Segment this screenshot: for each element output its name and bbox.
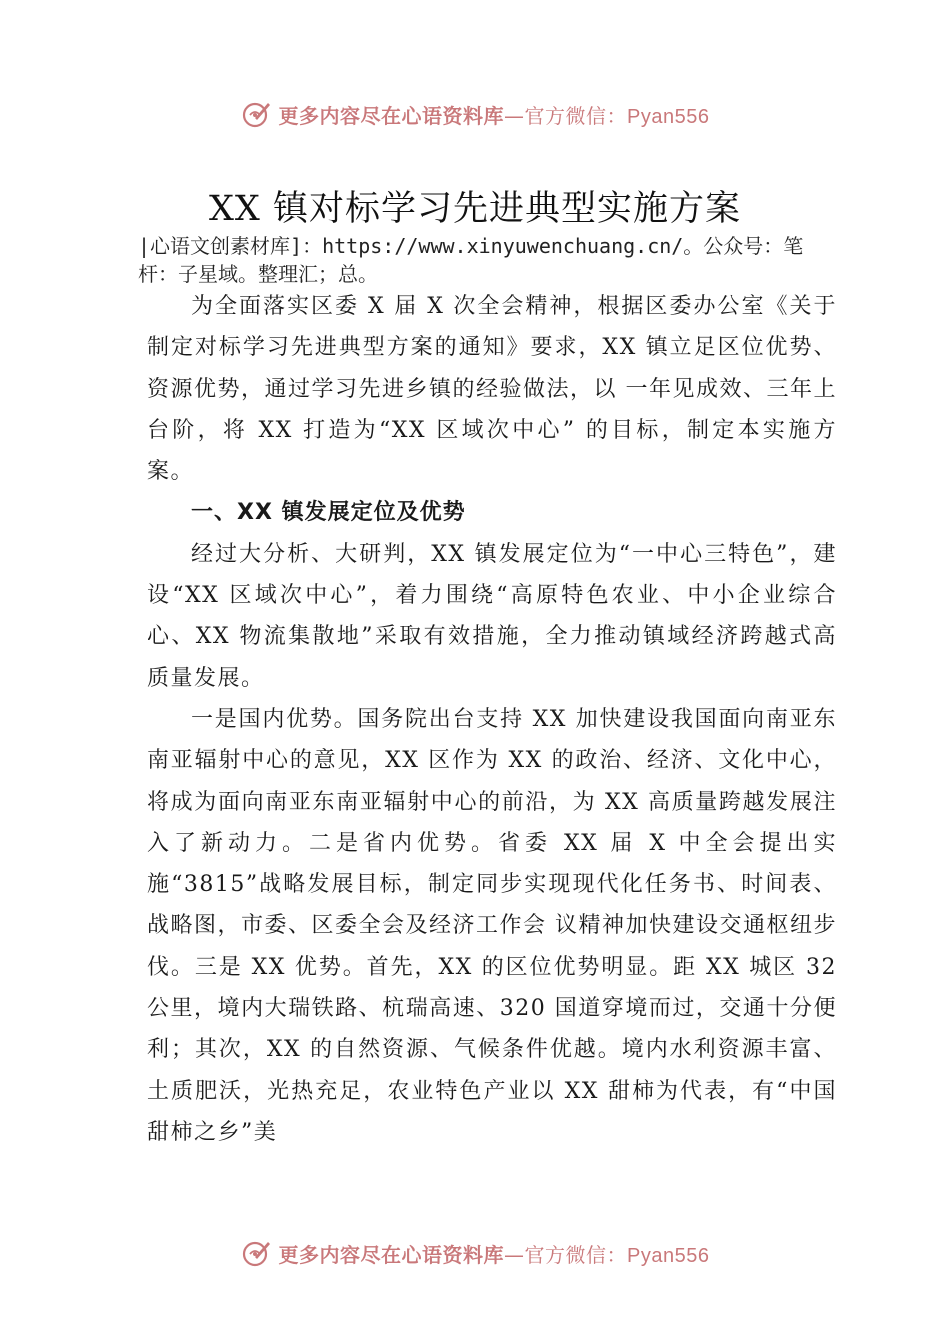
banner-text — [279, 1239, 710, 1268]
document-title: XX 镇对标学习先进典型实施方案 — [209, 189, 741, 229]
header-banner — [0, 94, 950, 134]
banner-wechat-label: 官方微信： — [524, 1242, 628, 1267]
body-paragraph: 经过大分析、大研判，XX 镇发展定位为“一中心三特色”，建设“XX 区域次中心”，着力围绕“高原特色农业、中小企业综合心、XX 物流集散地”采取有效措施，全力推动镇域经济跨越式高质量发展。 — [147, 541, 837, 691]
pen-logo-icon — [241, 1237, 273, 1269]
banner-wechat-id: Pyan556 — [627, 1244, 710, 1267]
banner-library-text: 更多内容尽在心语资料库 — [278, 103, 505, 128]
banner-wechat-label: 官方微信： — [524, 103, 628, 128]
section-heading: 一、XX 镇发展定位及优势 — [191, 500, 466, 526]
pen-logo-icon — [241, 98, 273, 130]
banner-library-text: 更多内容尽在心语资料库 — [278, 1242, 505, 1267]
banner-separator: — — [504, 103, 525, 128]
banner-text — [279, 100, 710, 129]
body-paragraph: 一是国内优势。国务院出台支持 XX 加快建设我国面向南亚东南亚辐射中心的意见，XX 区作为 XX 的政治、经济、文化中心，将成为面向南亚东南亚辐射中心的前沿，为 XX 高质量跨越发展注入了新动力。二是省内优势。省委 XX 届 X 中全会提出实施“3815”战略发展目标，制定同步实现现代化任务书、时间表、战略图，市委、区委全会及经济工作会 议精神加快建设交通枢纽步伐。三是 XX 优势。首先，XX 的区位优势明显。距 XX 城区 32 公里，境内大瑞铁路、杭瑞高速、320 国道穿境而过，交通十分便利；其次，XX 的自然资源、气候条件优越。境内水利资源丰富、土质肥沃，光热充足，农业特色产业以 XX 甜柿为代表，有“中国甜柿之乡”美 — [147, 706, 837, 1145]
source-line: |心语文创素材库]：https://www.xinyuwenchuang.cn/。公众号：笔杆：子星域。整理汇；总。 — [138, 234, 804, 286]
footer-banner — [0, 1233, 950, 1273]
intro-paragraph: 为全面落实区委 X 届 X 次全会精神，根据区委办公室《关于制定对标学习先进典型方案的通知》要求，XX 镇立足区位优势、资源优势，通过学习先进乡镇的经验做法，以 一年见成效、三年上台阶，将 XX 打造为“XX 区域次中心” 的目标，制定本实施方案。 — [147, 294, 837, 485]
document-body — [147, 286, 837, 1153]
banner-separator: — — [504, 1242, 525, 1267]
banner-wechat-id: Pyan556 — [627, 105, 710, 128]
